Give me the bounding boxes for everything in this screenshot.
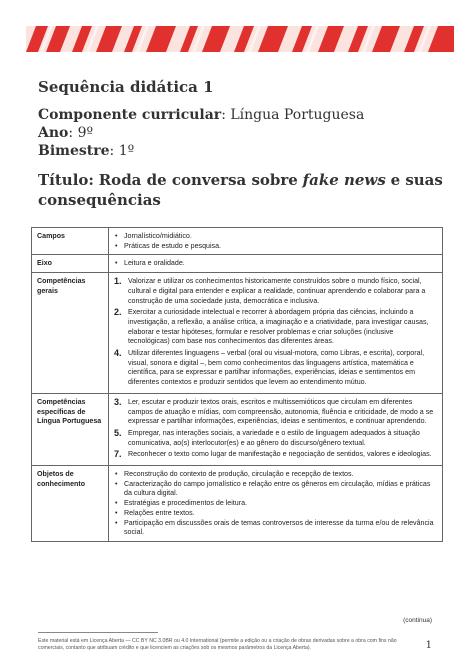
list-item: • Relações entre textos. xyxy=(124,509,437,519)
meta-value: Língua Portuguesa xyxy=(230,107,365,123)
meta-label: Bimestre xyxy=(38,143,110,159)
row-content xyxy=(109,228,443,255)
sequence-title xyxy=(38,170,448,210)
row-content xyxy=(109,273,443,394)
row-label: Competências específicas de Língua Portuguesa xyxy=(32,393,109,465)
meta-componente: Componente curricular: Língua Portuguesa xyxy=(38,107,365,123)
footer-divider xyxy=(38,632,158,633)
list-item xyxy=(114,449,437,460)
list-item: • Participação em discussões orais de temas controversos de interesse da turma e/ou de relevância social. xyxy=(124,519,437,538)
item-number: 1. xyxy=(114,276,122,287)
item-number: 7. xyxy=(114,449,122,460)
page-number: 1 xyxy=(425,640,432,651)
list-item xyxy=(114,307,437,347)
item-text: Empregar, nas interações sociais, a variedade e o estilo de linguagem adequados à situação comunicativa, ao(s) interlocutor(es) e ao gênero do discurso/gênero textual. xyxy=(128,428,420,447)
title-text-part2: e suas consequências xyxy=(38,171,443,209)
table-row-objetos xyxy=(32,466,443,542)
meta-ano: Ano: 9º xyxy=(38,125,94,141)
meta-label: Componente curricular xyxy=(38,107,222,123)
item-number: 5. xyxy=(114,427,122,438)
row-content xyxy=(109,255,443,273)
row-label: Campos xyxy=(32,228,109,255)
row-label: Objetos de conhecimento xyxy=(32,466,109,542)
item-text: Exercitar a curiosidade intelectual e recorrer à abordagem própria das ciências, incluindo a investigação, a reflexão, a análise crítica, a imaginação e a criatividade, para investigar causas, elaborar e testar hipóteses, formular e resolver problemas e criar soluções (inclusive tecnológicas) com base nos conhecimentos das diferentes áreas. xyxy=(128,308,429,346)
table-row-competencias-gerais xyxy=(32,273,443,394)
item-number: 2. xyxy=(114,307,122,318)
document-heading: Sequência didática 1 xyxy=(38,78,214,96)
item-text: Utilizar diferentes linguagens – verbal (oral ou visual-motora, como Libras, e escrita), corporal, visual, sonora e digital –, bem como conhecimentos das linguagens artística, matemática e científica, para se expressar e partilhar informações, experiências, ideias e sentimentos em diferentes contextos e produzir sentidos que levem ao entendimento mútuo. xyxy=(128,349,425,387)
list-item xyxy=(114,396,437,427)
list-item: • Leitura e oralidade. xyxy=(124,259,437,269)
table-row-eixo xyxy=(32,255,443,273)
row-label: Eixo xyxy=(32,255,109,273)
title-text-italic: fake news xyxy=(302,171,386,189)
row-content xyxy=(109,466,443,542)
row-label: Competências gerais xyxy=(32,273,109,394)
table-row-competencias-especificas xyxy=(32,393,443,465)
meta-bimestre: Bimestre: 1º xyxy=(38,143,135,159)
table-row-campos xyxy=(32,228,443,255)
license-footer: Este material está em Licença Aberta — CC BY NC 3.0BR ou 4.0 International (permite a edição ou a criação de obras derivadas sobre a obra com fins não comerciais, contanto que atribuam crédito e que licenciem as criações sob os mesmos parâmetros da Licença Aberta). xyxy=(38,638,397,651)
meta-value: 1º xyxy=(118,143,135,159)
decorative-stripe-banner xyxy=(26,26,454,52)
list-item: • Estratégias e procedimentos de leitura. xyxy=(124,499,437,509)
meta-label: Ano xyxy=(38,125,69,141)
list-item: • Práticas de estudo e pesquisa. xyxy=(124,242,437,252)
item-number: 3. xyxy=(114,396,122,407)
item-text: Ler, escutar e produzir textos orais, escritos e multissemióticos que circulam em diferentes campos de atuação e mídias, com compreensão, autonomia, fluência e criticidade, de modo a se expressar e partilhar informações, experiências, ideias e sentimentos, e continuar aprendendo. xyxy=(128,397,434,426)
list-item: • Reconstrução do contexto de produção, circulação e recepção de textos. xyxy=(124,470,437,480)
item-number: 4. xyxy=(114,348,122,359)
list-item xyxy=(114,348,437,388)
list-item: • Caracterização do campo jornalístico e relação entre os gêneros em circulação, mídias e práticas da cultura digital. xyxy=(124,480,437,499)
list-item xyxy=(114,427,437,448)
row-content xyxy=(109,393,443,465)
meta-value: 9º xyxy=(77,125,94,141)
list-item: • Jornalístico/midiático. xyxy=(124,232,437,242)
item-text: Reconhecer o texto como lugar de manifestação e negociação de sentidos, valores e ideologias. xyxy=(128,450,432,459)
curriculum-table xyxy=(31,227,443,542)
list-item xyxy=(114,276,437,306)
continua-note: (continua) xyxy=(403,617,432,624)
title-text-part1: Roda de conversa sobre xyxy=(98,171,298,189)
item-text: Valorizar e utilizar os conhecimentos historicamente construídos sobre o mundo físico, social, cultural e digital para entender e explicar a realidade, continuar aprendendo e colaborar para a construção de uma sociedade justa, democrática e inclusiva. xyxy=(128,277,426,305)
title-label: Título: xyxy=(38,171,94,189)
